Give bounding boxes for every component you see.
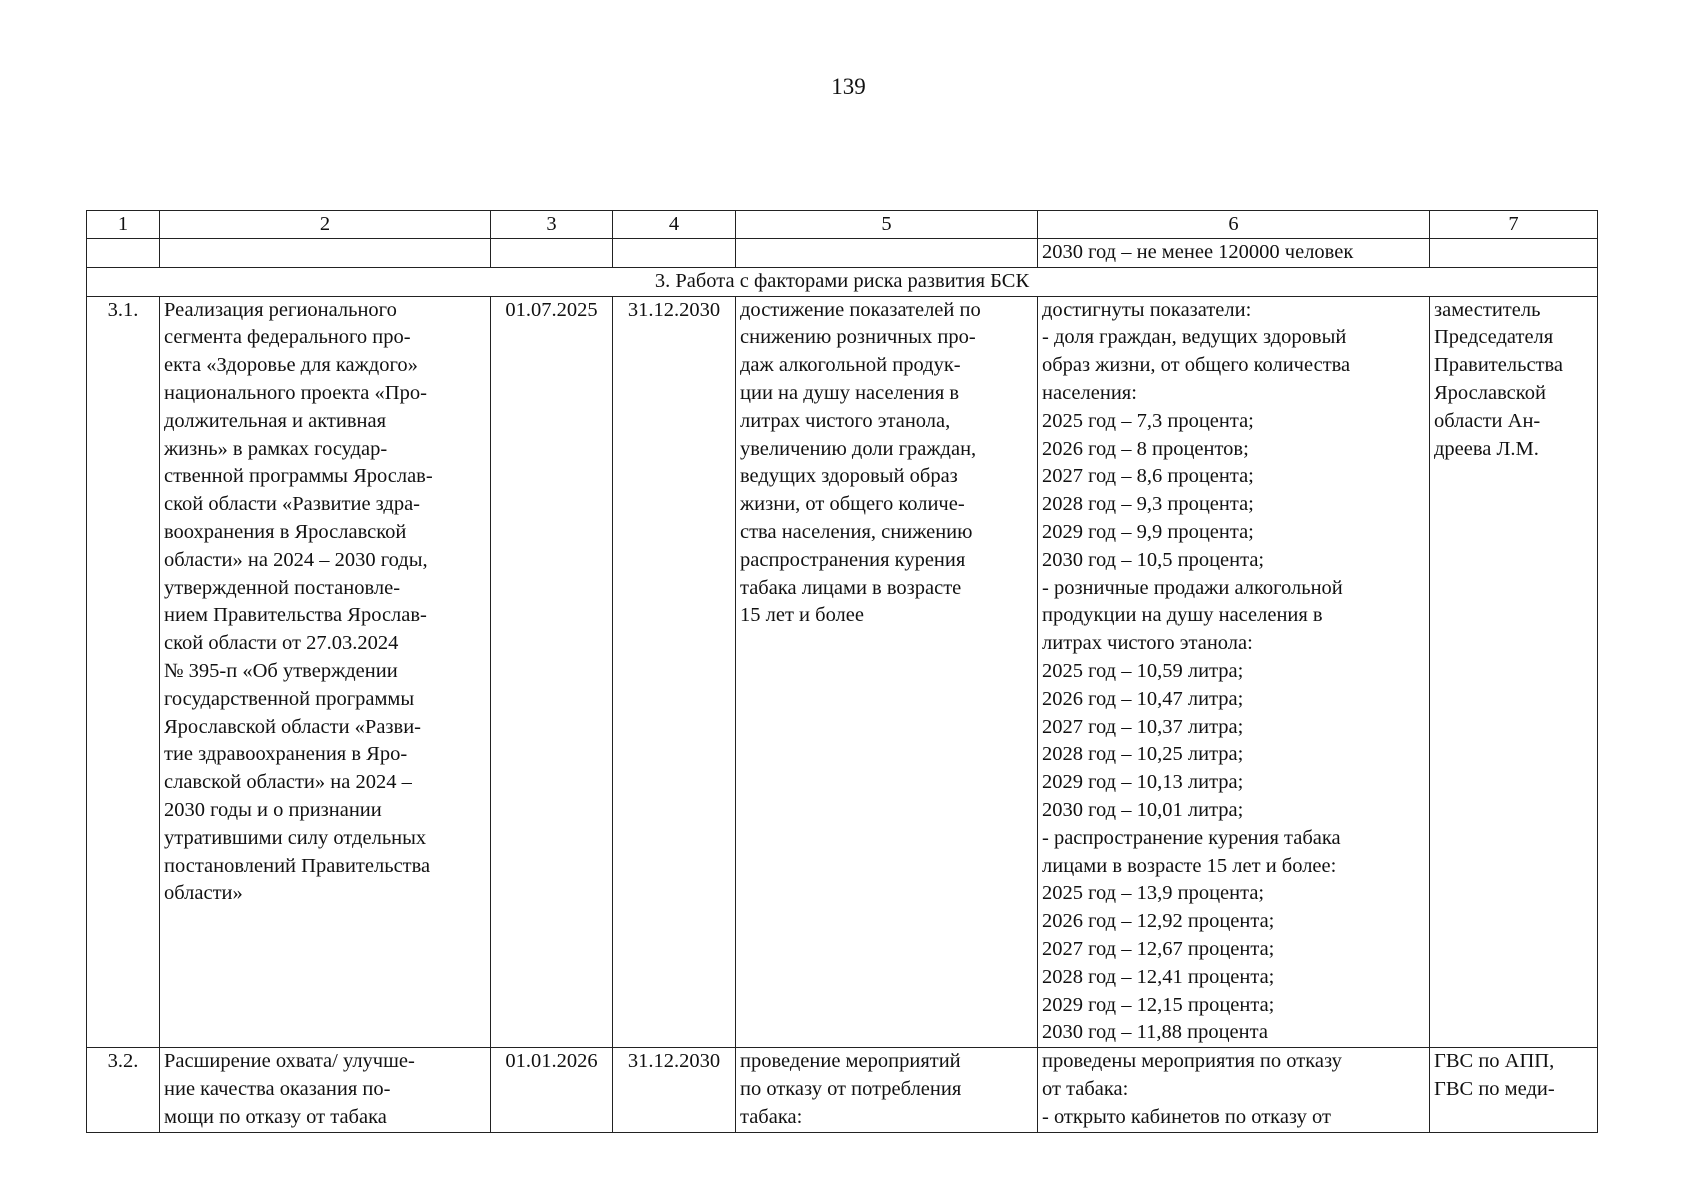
text-line: области Ан- bbox=[1434, 409, 1541, 432]
start-date: 01.07.2025 bbox=[491, 296, 613, 1048]
text-line: сегмента федерального про- bbox=[164, 326, 411, 349]
text-line: - распространение курения табака bbox=[1042, 826, 1341, 849]
header-col-5: 5 bbox=[736, 211, 1038, 239]
header-row bbox=[87, 211, 1598, 239]
text-line: лицами в возрасте 15 лет и более: bbox=[1042, 854, 1337, 877]
row-number: 3.2. bbox=[87, 1048, 160, 1132]
text-line: 2029 год – 12,15 процента; bbox=[1042, 993, 1275, 1016]
carry-cell-6: 2030 год – не менее 120000 человек bbox=[1038, 239, 1430, 268]
responsible bbox=[1430, 296, 1598, 1048]
text-line: 2030 год – 11,88 процента bbox=[1042, 1021, 1268, 1044]
text-line: 2029 год – 10,13 литра; bbox=[1042, 771, 1244, 794]
text-line: ственной программы Ярослав- bbox=[164, 465, 433, 488]
text-line: увеличению доли граждан, bbox=[740, 437, 977, 460]
section-title: 3. Работа с факторами риска развития БСК bbox=[87, 267, 1598, 296]
header-col-4: 4 bbox=[613, 211, 736, 239]
carry-cell-2 bbox=[160, 239, 491, 268]
text-line: ской области «Развитие здра- bbox=[164, 493, 420, 516]
text-line: 2030 год – 10,5 процента; bbox=[1042, 548, 1265, 571]
header-col-7: 7 bbox=[1430, 211, 1598, 239]
indicators bbox=[1038, 296, 1430, 1048]
text-line: проведение мероприятий bbox=[740, 1050, 961, 1073]
text-line: ГВС по меди- bbox=[1434, 1077, 1555, 1100]
text-line: проведены мероприятия по отказу bbox=[1042, 1050, 1342, 1073]
text-line: нием Правительства Ярослав- bbox=[164, 604, 427, 627]
text-line: населения: bbox=[1042, 381, 1137, 404]
text-line: 2027 год – 10,37 литра; bbox=[1042, 715, 1244, 738]
text-line: от табака: bbox=[1042, 1077, 1129, 1100]
text-line: 2025 год – 7,3 процента; bbox=[1042, 409, 1254, 432]
carry-cell-1 bbox=[87, 239, 160, 268]
text-line: 2026 год – 12,92 процента; bbox=[1042, 910, 1275, 933]
section-row bbox=[87, 267, 1598, 296]
measure-name bbox=[160, 1048, 491, 1132]
text-line: достигнуты показатели: bbox=[1042, 298, 1252, 321]
text-line: 2026 год – 10,47 литра; bbox=[1042, 687, 1244, 710]
text-line: дреева Л.М. bbox=[1434, 437, 1539, 460]
text-line: ведущих здоровый образ bbox=[740, 465, 958, 488]
text-line: 2028 год – 9,3 процента; bbox=[1042, 493, 1254, 516]
header-col-1: 1 bbox=[87, 211, 160, 239]
text-line: 2025 год – 10,59 литра; bbox=[1042, 659, 1244, 682]
text-line: мощи по отказу от табака bbox=[164, 1105, 387, 1128]
end-date: 31.12.2030 bbox=[613, 1048, 736, 1132]
carry-cell-3 bbox=[491, 239, 613, 268]
text-line: заместитель bbox=[1434, 298, 1541, 321]
header-col-2: 2 bbox=[160, 211, 491, 239]
text-line: Ярославской bbox=[1434, 381, 1546, 404]
text-line: 2027 год – 8,6 процента; bbox=[1042, 465, 1254, 488]
text-line: 2026 год – 8 процентов; bbox=[1042, 437, 1249, 460]
text-line: 2028 год – 10,25 литра; bbox=[1042, 743, 1244, 766]
text-line: Правительства bbox=[1434, 354, 1564, 377]
text-line: литрах чистого этанола, bbox=[740, 409, 951, 432]
text-line: 2030 год – 10,01 литра; bbox=[1042, 798, 1244, 821]
measure-name bbox=[160, 296, 491, 1048]
text-line: ской области от 27.03.2024 bbox=[164, 632, 399, 655]
expected-result bbox=[736, 1048, 1038, 1132]
text-line: достижение показателей по bbox=[740, 298, 981, 321]
text-line: табака лицами в возрасте bbox=[740, 576, 962, 599]
text-line: жизни, от общего количе- bbox=[740, 493, 965, 516]
text-line: области» на 2024 – 2030 годы, bbox=[164, 548, 428, 571]
text-line: жизнь» в рамках государ- bbox=[164, 437, 388, 460]
page-number: 139 bbox=[831, 74, 866, 99]
start-date: 01.01.2026 bbox=[491, 1048, 613, 1132]
text-line: воохранения в Ярославской bbox=[164, 520, 407, 543]
text-line: 2029 год – 9,9 процента; bbox=[1042, 520, 1254, 543]
text-line: Реализация регионального bbox=[164, 298, 397, 321]
text-line: национального проекта «Про- bbox=[164, 381, 427, 404]
expected-result bbox=[736, 296, 1038, 1048]
text-line: 2030 годы и о признании bbox=[164, 798, 382, 821]
text-line: постановлений Правительства bbox=[164, 854, 431, 877]
text-line: ции на душу населения в bbox=[740, 381, 960, 404]
text-line: утвержденной постановле- bbox=[164, 576, 401, 599]
text-line: Председателя bbox=[1434, 326, 1554, 349]
text-line: даж алкогольной продук- bbox=[740, 354, 961, 377]
responsible bbox=[1430, 1048, 1598, 1132]
header-col-3: 3 bbox=[491, 211, 613, 239]
text-line: ние качества оказания по- bbox=[164, 1077, 391, 1100]
text-line: - открыто кабинетов по отказу от bbox=[1042, 1105, 1331, 1128]
measures-table bbox=[86, 210, 1598, 1133]
text-line: области» bbox=[164, 882, 243, 905]
text-line: продукции на душу населения в bbox=[1042, 604, 1323, 627]
text-line: должительная и активная bbox=[164, 409, 387, 432]
carry-over-row bbox=[87, 239, 1598, 268]
text-line: ГВС по АПП, bbox=[1434, 1050, 1555, 1073]
indicators bbox=[1038, 1048, 1430, 1132]
text-line: 2025 год – 13,9 процента; bbox=[1042, 882, 1265, 905]
text-line: распространения курения bbox=[740, 548, 966, 571]
text-line: № 395-п «Об утверждении bbox=[164, 659, 398, 682]
text-line: литрах чистого этанола: bbox=[1042, 632, 1253, 655]
text-line: по отказу от потребления bbox=[740, 1077, 962, 1100]
text-line: тие здравоохранения в Яро- bbox=[164, 743, 408, 766]
text-line: екта «Здоровье для каждого» bbox=[164, 354, 418, 377]
table-row bbox=[87, 1048, 1598, 1132]
carry-cell-4 bbox=[613, 239, 736, 268]
text-line: славской области» на 2024 – bbox=[164, 771, 412, 794]
text-line: ства населения, снижению bbox=[740, 520, 973, 543]
text-line: 15 лет и более bbox=[740, 604, 864, 627]
carry-cell-7 bbox=[1430, 239, 1598, 268]
text-line: снижению розничных про- bbox=[740, 326, 976, 349]
text-line: утратившими силу отдельных bbox=[164, 826, 427, 849]
text-line: - розничные продажи алкогольной bbox=[1042, 576, 1343, 599]
text-line: Расширение охвата/ улучше- bbox=[164, 1050, 415, 1073]
text-line: 2028 год – 12,41 процента; bbox=[1042, 965, 1275, 988]
text-line: образ жизни, от общего количества bbox=[1042, 354, 1351, 377]
text-line: табака: bbox=[740, 1105, 803, 1128]
text-line: Ярославской области «Разви- bbox=[164, 715, 422, 738]
end-date: 31.12.2030 bbox=[613, 296, 736, 1048]
text-line: 2027 год – 12,67 процента; bbox=[1042, 937, 1275, 960]
text-line: - доля граждан, ведущих здоровый bbox=[1042, 326, 1347, 349]
carry-cell-5 bbox=[736, 239, 1038, 268]
row-number: 3.1. bbox=[87, 296, 160, 1048]
header-col-6: 6 bbox=[1038, 211, 1430, 239]
table-row bbox=[87, 296, 1598, 1048]
text-line: государственной программы bbox=[164, 687, 415, 710]
